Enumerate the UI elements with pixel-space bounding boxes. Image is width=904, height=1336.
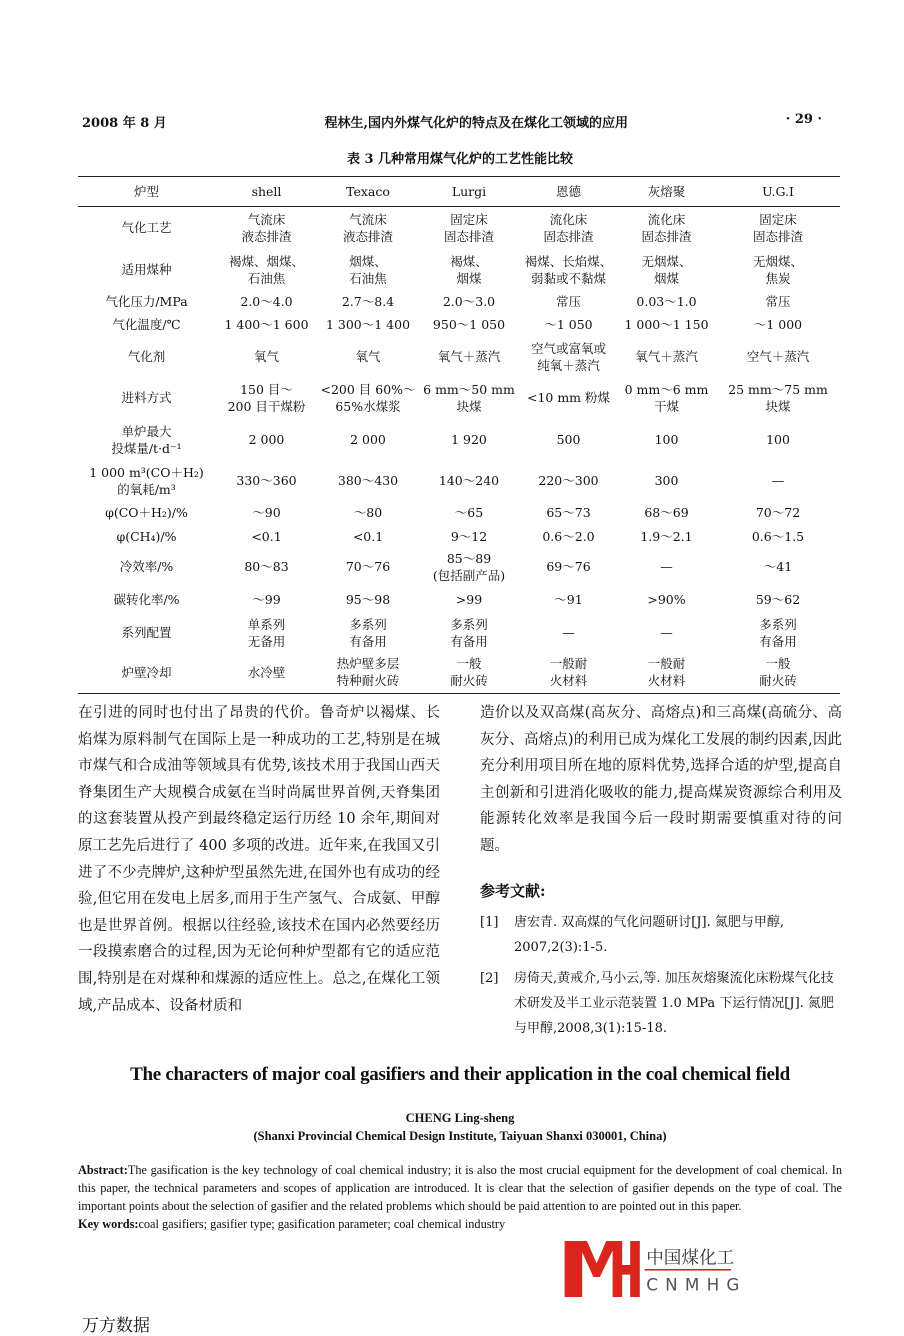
column-header: U.G.I	[762, 184, 794, 199]
table-cell: ～91	[554, 591, 583, 607]
table-cell: 多系列 有备用	[759, 616, 797, 649]
table-cell: 一般耐 火材料	[647, 656, 686, 689]
table-cell: 氧气＋蒸汽	[437, 349, 501, 364]
row-label: 单炉最大 投煤量/t·d⁻¹	[111, 423, 182, 456]
table-cell: 热炉壁多层 特种耐火砖	[336, 656, 400, 689]
reference-text: 唐宏青. 双高煤的气化问题研讨[J]. 氮肥与甲醇, 2007,2(3):1-5.	[514, 914, 785, 955]
table-row	[78, 207, 840, 249]
author: CHENG Ling-sheng	[405, 1110, 515, 1125]
table-cell: 空气＋蒸汽	[746, 349, 810, 364]
table-cell: 95～98	[345, 591, 391, 607]
table-cell: 无烟煤、 烟煤	[641, 253, 692, 286]
table-row	[78, 614, 840, 652]
reference-item	[480, 910, 842, 960]
table-cell: 140～240	[438, 473, 500, 488]
page-content	[78, 150, 842, 1301]
table-cell: 2.0～4.0	[240, 294, 293, 309]
comparison-table	[78, 176, 840, 694]
table-cell: >90%	[647, 591, 686, 607]
table-cell: 褐煤、烟煤、 石油焦	[228, 253, 304, 286]
table-cell: 氧气	[253, 349, 279, 364]
table-cell: 330～360	[236, 473, 297, 488]
table-cell: 2.0～3.0	[442, 294, 496, 309]
reference-text: 房倚天,黄戒介,马小云,等. 加压灰熔聚流化床粉煤气化技术研发及半工业示范装置 1.0 MPa 下运行情况[J]. 氮肥与甲醇,2008,3(1):15-18.	[514, 970, 834, 1036]
body-right-column: 造价以及双高煤(高灰分、高熔点)和三高煤(高硫分、高灰分、高熔点)的利用已成为煤化工发展的制约因素,因此充分利用项目所在地的原料优势,选择合适的炉型,提高自主创新和引进消化吸收的能力,提高煤炭资源综合利用及能源转化效率是我国今后一段时期需要慎重对待的问题。	[480, 705, 842, 854]
references-heading: 参考文献:	[480, 881, 546, 900]
column-header: 炉型	[133, 184, 159, 199]
table-row	[78, 549, 840, 585]
table-cell: ～80	[353, 505, 383, 520]
row-label: 进料方式	[121, 390, 172, 405]
table-cell: 一般 耐火砖	[450, 656, 488, 689]
table-cell: 2 000	[350, 432, 386, 447]
table-cell: 70～72	[755, 505, 801, 520]
table-row	[78, 585, 840, 614]
header-title: 程林生,国内外煤气化炉的特点及在煤化工领域的应用	[324, 116, 629, 131]
body-left-column: 在引进的同时也付出了昂贵的代价。鲁奇炉以褐煤、长焰煤为原料制气在国际上是一种成功的工艺,特别是在城市煤气和合成油等领域具有优势,该技术用于我国山西天脊集团生产大规模合成氨在当时尚属世界首例,天脊集团的这套装置从投产到最终稳定运行历经 10 余年,期间对原工艺先后进行了 400 多项的改进。近年来,在我国又引进了不少壳牌炉,这种炉型虽然先进,在国外也有成功的经验,但它用在发电上居多,而用于生产氢气、合成氨、甲醇也是世界首例。根据以往经验,该技术在国内必然要经历一段摸索磨合的过程,因为无论何种炉型都有它的适应范围,特别是在对煤种和煤源的适应性上。总之,在煤化工领域,产品成本、设备材质和	[78, 705, 440, 1014]
page-number: · 29 ·	[785, 112, 822, 127]
table-cell: 25 mm～75 mm 块煤	[728, 381, 828, 414]
row-label: 气化压力/MPa	[105, 294, 188, 309]
table-cell: 0.6～1.5	[751, 529, 805, 544]
table-cell: 水冷壁	[247, 664, 286, 680]
keywords	[78, 1215, 842, 1233]
row-label: 气化工艺	[121, 220, 172, 236]
row-label: 适用煤种	[121, 262, 172, 277]
table-cell: 80～83	[244, 559, 289, 574]
table-header-row	[78, 177, 840, 207]
table-cell: 一般耐 火材料	[549, 656, 588, 689]
table-cell: 1 400～1 600	[224, 317, 309, 332]
table-cell: 空气或富氧或 纯氧＋蒸汽	[530, 340, 606, 373]
table-cell: 固定床 固态排渣	[443, 211, 494, 244]
table-cell: 59～62	[755, 591, 801, 607]
abstract-text: The gasification is the key technology of coal chemical industry; it is also the most crucial equipment for the development of coal chemical. In this paper, the technical parameters and scopes of application are introduced. It is clear that the selection of gasifier depends on the type of coal. The important points about the selection of gasifier and the related problems which should be paid attention to are pointed out in this paper.	[78, 1162, 842, 1213]
table-cell: 无烟煤、 焦炭	[752, 253, 803, 286]
table-cell: 氧气＋蒸汽	[635, 349, 698, 364]
table-cell: 70～76	[345, 559, 391, 574]
table-cell: 2 000	[248, 432, 285, 447]
table-cell: 气流床 液态排渣	[241, 211, 292, 244]
table-row	[78, 249, 840, 291]
table-row	[78, 525, 840, 549]
table-cell: ～1 000	[753, 317, 803, 332]
table-cell: 950～1 050	[432, 317, 506, 332]
table-cell: —	[660, 559, 673, 574]
cnmh-logo-icon	[532, 1241, 842, 1301]
row-label: 碳转化率/%	[113, 591, 180, 607]
table-cell: >99	[455, 591, 483, 607]
row-label: 系列配置	[121, 625, 172, 640]
table-cell: 固定床 固态排渣	[752, 211, 803, 244]
table-cell: 0.6～2.0	[542, 529, 595, 544]
table-cell: 气流床 液态排渣	[342, 211, 393, 244]
table-row	[78, 461, 840, 501]
table-cell: 常压	[555, 294, 581, 309]
table-cell: <10 mm 粉煤	[526, 390, 611, 405]
table-cell: 1 920	[451, 432, 487, 447]
svg-text:CNMHG: CNMHG	[646, 1274, 747, 1295]
table-cell: 65～73	[546, 505, 591, 520]
body-columns	[78, 700, 842, 1041]
table-cell: —	[660, 625, 673, 640]
abstract-label: Abstract:	[78, 1162, 128, 1177]
reference-number: [2]	[480, 970, 499, 986]
table-row	[78, 313, 840, 337]
english-title: The characters of major coal gasifiers and their application in the coal chemical field	[130, 1063, 790, 1085]
table-row	[78, 337, 840, 377]
table-cell: 100	[766, 432, 790, 447]
table-row	[78, 652, 840, 694]
table-cell: 68～69	[644, 505, 689, 520]
table-cell: 0 mm～6 mm 干煤	[624, 381, 709, 414]
table-title: 表 3 几种常用煤气化炉的工艺性能比较	[346, 152, 574, 167]
table-cell: 常压	[765, 294, 791, 309]
table-cell: 氧气	[355, 349, 381, 364]
watermark-logo	[532, 1241, 842, 1301]
row-label: 气化温度/℃	[112, 317, 181, 332]
table-cell: 69～76	[546, 559, 591, 574]
table-cell: 220～300	[538, 473, 599, 488]
row-label: 炉壁冷却	[121, 664, 172, 680]
table-cell: 单系列 无备用	[247, 616, 286, 649]
affiliation: (Shanxi Provincial Chemical Design Institute, Taiyuan Shanxi 030001, China)	[253, 1128, 667, 1143]
table-cell: 一般 耐火砖	[759, 656, 797, 689]
column-header: shell	[251, 184, 282, 199]
row-label: 冷效率/%	[119, 559, 174, 574]
table-cell: 380～430	[337, 473, 399, 488]
table-cell: ～90	[252, 505, 281, 520]
reference-number: [1]	[480, 914, 499, 930]
svg-text:中国煤化工: 中国煤化工	[646, 1247, 735, 1268]
table-row	[78, 419, 840, 461]
table-cell: 烟煤、 石油焦	[349, 253, 387, 286]
row-label: 1 000 m³(CO＋H₂) 的氧耗/m³	[89, 464, 204, 497]
table-cell: 300	[654, 473, 679, 488]
row-label: φ(CH₄)/%	[116, 529, 177, 544]
table-cell: 1.9～2.1	[640, 529, 693, 544]
row-label: φ(CO＋H₂)/%	[105, 505, 188, 520]
keywords-text: coal gasifiers; gasifier type; gasification parameter; coal chemical industry	[138, 1216, 506, 1231]
table-cell: 0.03～1.0	[636, 294, 697, 309]
table-cell: 2.7～8.4	[341, 294, 395, 309]
table-cell: 1 000～1 150	[624, 317, 709, 332]
keywords-label: Key words:	[78, 1216, 139, 1231]
footer-source: 万方数据	[82, 1316, 150, 1336]
table-cell: ～65	[454, 505, 484, 520]
table-cell: 1 300～1 400	[325, 317, 411, 332]
table-row	[78, 501, 840, 525]
column-header: 灰熔聚	[647, 184, 686, 199]
table-cell: 100	[654, 432, 679, 447]
table-cell: 500	[556, 432, 581, 447]
table-cell: ～41	[763, 559, 793, 574]
abstract	[78, 1161, 842, 1215]
table-cell: 多系列 有备用	[349, 616, 387, 649]
row-label: 气化剂	[127, 349, 166, 364]
table-cell: 6 mm～50 mm 块煤	[423, 381, 515, 414]
table-cell: —	[771, 473, 785, 488]
column-header: 恩德	[555, 184, 581, 199]
table-cell: ～99	[252, 591, 281, 607]
table-cell: <0.1	[251, 529, 282, 544]
table-cell: —	[562, 625, 575, 640]
table-cell: 85～89 (包括副产品)	[432, 550, 506, 583]
table-cell: 褐煤、 烟煤	[450, 253, 488, 286]
table-cell: 150 目～ 200 目干煤粉	[227, 381, 306, 414]
table-row	[78, 291, 840, 313]
reference-item	[480, 966, 842, 1041]
table-cell: 流化床 固态排渣	[543, 211, 594, 244]
table-cell: <200 目 60%～ 65%水煤浆	[320, 381, 416, 414]
table-cell: 多系列 有备用	[450, 616, 488, 649]
table-cell: 流化床 固态排渣	[641, 211, 692, 244]
english-summary	[78, 1063, 842, 1301]
header-date: 2008 年 8 月	[82, 116, 167, 131]
table-row	[78, 377, 840, 419]
table-cell: 褐煤、长焰煤、 弱黏或不黏煤	[524, 253, 613, 286]
column-header: Lurgi	[451, 184, 487, 199]
table-cell: ～1 050	[544, 317, 593, 332]
table-cell: <0.1	[352, 529, 384, 544]
table-cell: 9～12	[450, 529, 488, 544]
running-header	[82, 112, 822, 131]
column-header: Texaco	[346, 184, 390, 199]
body-right-area	[480, 700, 842, 1041]
